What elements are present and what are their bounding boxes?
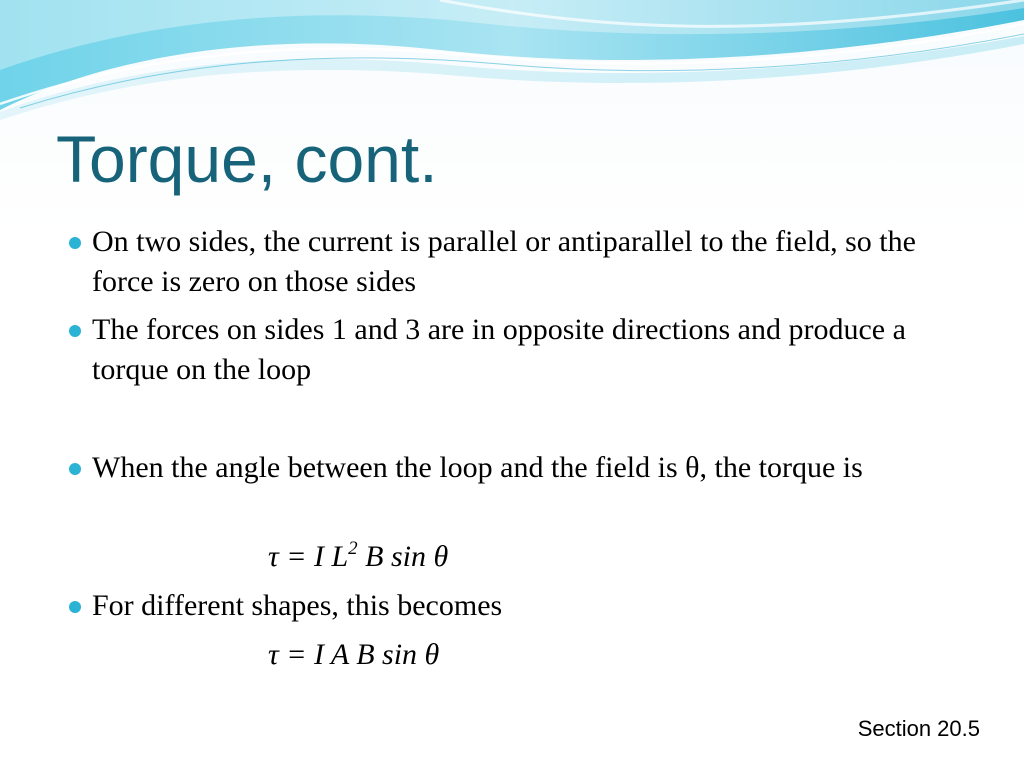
bullet-item (92, 448, 972, 488)
bullet-dot-icon (69, 325, 81, 337)
bullet-item (92, 586, 972, 626)
torque-formula-square-loop (268, 537, 448, 577)
formula-rhs: B sin θ (357, 540, 449, 573)
torque-formula-general: τ = I A B sin θ (268, 638, 440, 671)
slide-title: Torque, cont. (56, 122, 438, 196)
bullet-item (92, 222, 972, 302)
bullet-text: When the angle between the loop and the field is θ, the torque is (92, 451, 863, 484)
bullet-item (92, 310, 972, 390)
bullet-text: The forces on sides 1 and 3 are in opposite directions and produce a torque on the loop (92, 313, 906, 386)
bullet-dot-icon (69, 463, 81, 475)
bullet-text: For different shapes, this becomes (92, 589, 503, 622)
bullet-dot-icon (69, 237, 81, 249)
section-footer: Section 20.5 (857, 716, 980, 741)
formula-exponent: 2 (348, 538, 358, 559)
formula-lhs: τ = I L (268, 540, 349, 573)
wave-header-decoration (0, 0, 1024, 120)
bullet-text: On two sides, the current is parallel or antiparallel to the field, so the force is zero on those sides (92, 225, 916, 298)
bullet-dot-icon (69, 601, 81, 613)
